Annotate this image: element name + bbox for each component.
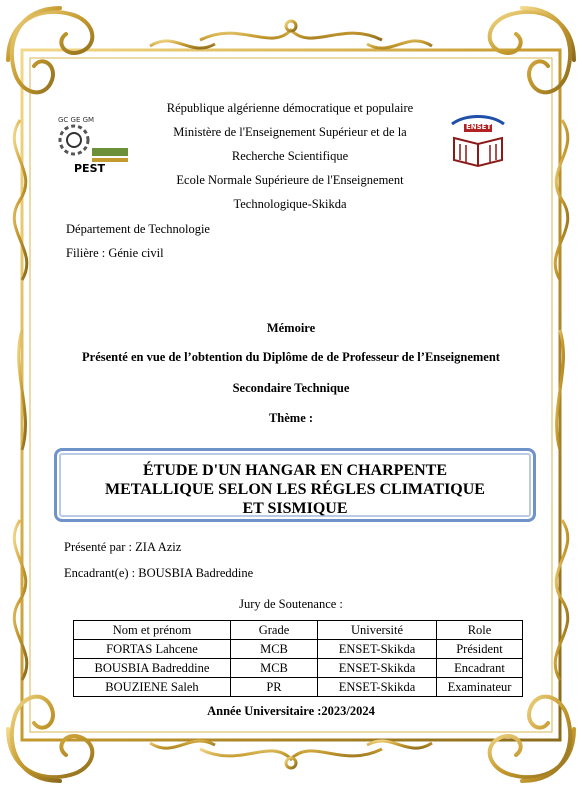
memoire-label: Mémoire — [266, 321, 316, 335]
academic-year: Année Universitaire :2023/2024 — [207, 704, 375, 718]
header-line: République algérienne démocratique et populaire — [166, 101, 414, 115]
table-cell: Examinateur — [437, 678, 523, 697]
table-cell: BOUZIENE Saleh — [74, 678, 231, 697]
thesis-title-line: ET SISMIQUE — [242, 500, 348, 517]
theme-label: Thème : — [268, 411, 314, 425]
table-row — [74, 659, 523, 678]
thesis-title-box — [54, 448, 536, 522]
jury-heading: Jury de Soutenance : — [239, 597, 343, 611]
column-header: Role — [437, 621, 523, 640]
enset-logo-label: ENSET — [466, 123, 492, 131]
table-cell: ENSET-Skikda — [318, 640, 437, 659]
department: Département de Technologie — [66, 222, 210, 236]
filiere: Filière : Génie civil — [66, 246, 164, 260]
column-header: Université — [318, 621, 437, 640]
table-cell: MCB — [231, 659, 318, 678]
presenter: Présenté par : ZIA Aziz — [64, 540, 182, 554]
table-cell: PR — [231, 678, 318, 697]
table-cell: Président — [437, 640, 523, 659]
header-line: Ministère de l'Enseignement Supérieur et de la — [173, 125, 407, 139]
institution-header — [140, 96, 440, 216]
thesis-title-line: ÉTUDE D'UN HANGAR EN CHARPENTE — [142, 462, 448, 479]
table-cell: FORTAS Lahcene — [74, 640, 231, 659]
table-cell: MCB — [231, 640, 318, 659]
pest-logo-label: PEST — [74, 162, 106, 175]
header-line: Ecole Normale Supérieure de l'Enseignement — [176, 173, 404, 187]
table-cell: Encadrant — [437, 659, 523, 678]
column-header: Nom et prénom — [74, 621, 231, 640]
table-cell: ENSET-Skikda — [318, 659, 437, 678]
diploma-line-2: Secondaire Technique — [232, 381, 350, 395]
header-line: Recherche Scientifique — [231, 149, 349, 163]
pest-department-logo — [52, 112, 132, 178]
jury-table — [73, 620, 523, 697]
table-header-row — [74, 621, 523, 640]
open-book-icon — [446, 110, 510, 174]
diploma-line: Présenté en vue de l’obtention du Diplôme de de Professeur de l’Enseignement — [82, 350, 500, 364]
table-row — [74, 640, 523, 659]
header-line: Technologique-Skikda — [233, 197, 347, 211]
supervisor: Encadrant(e) : BOUSBIA Badreddine — [64, 566, 254, 580]
svg-text:GC GE GM: GC GE GM — [58, 116, 95, 124]
enset-logo — [446, 110, 510, 174]
table-cell: BOUSBIA Badreddine — [74, 659, 231, 678]
table-cell: ENSET-Skikda — [318, 678, 437, 697]
thesis-title-line: METALLIQUE SELON LES RÉGLES CLIMATIQUE — [105, 481, 485, 498]
table-row — [74, 678, 523, 697]
column-header: Grade — [231, 621, 318, 640]
